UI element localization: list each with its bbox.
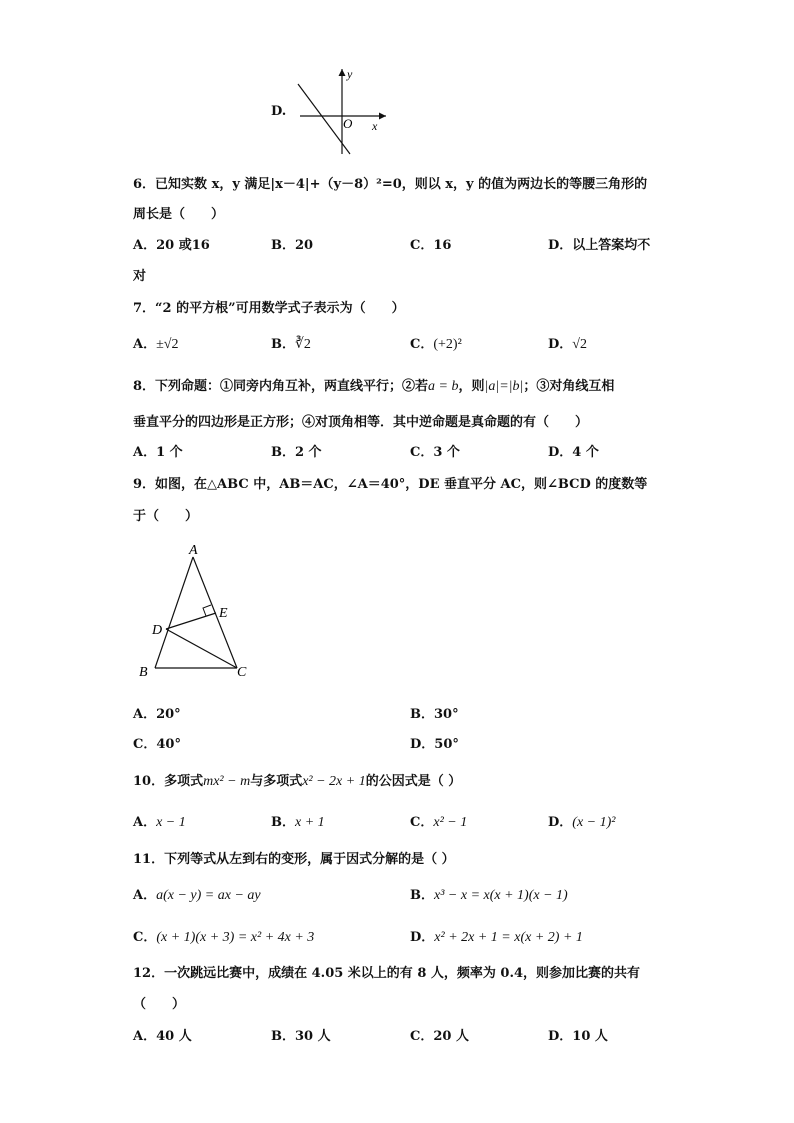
q6-stem-line2: 周长是（ ） (133, 207, 225, 222)
q8-option-c[interactable]: C．3 个 (410, 445, 460, 460)
q7-option-a[interactable]: A．±√2 (133, 337, 179, 352)
q12-option-a[interactable]: A．40 人 (133, 1029, 192, 1044)
q6-option-a[interactable]: A．20 或16 (133, 238, 210, 253)
q10-option-a[interactable]: A．x − 1 (133, 815, 186, 830)
q11-stem: 11．下列等式从左到右的变形，属于因式分解的是（ ） (133, 852, 455, 867)
q7-option-b[interactable]: B．∛2 (271, 337, 311, 352)
q8-option-d[interactable]: D．4 个 (548, 445, 599, 460)
q10-stem: 10．多项式mx² − m与多项式x² − 2x + 1的公因式是（ ） (133, 774, 462, 789)
q5-line-graph (292, 64, 392, 156)
q9-stem-line2: 于（ ） (133, 509, 199, 524)
q11-option-a[interactable]: A．a(x − y) = ax − ay (133, 888, 261, 903)
q11-option-d[interactable]: D．x² + 2x + 1 = x(x + 2) + 1 (410, 930, 583, 945)
q9-stem-line1: 9．如图，在△ABC 中，AB＝AC，∠A＝40°，DE 垂直平分 AC，则∠BCD 的度数等 (133, 477, 648, 492)
q10-option-b[interactable]: B．x + 1 (271, 815, 325, 830)
origin-label: O (343, 116, 353, 131)
point-d-label: D (152, 623, 163, 638)
q9-option-a[interactable]: A．20° (133, 707, 181, 722)
q9-option-b[interactable]: B．30° (410, 707, 459, 722)
q6-option-c[interactable]: C．16 (410, 238, 452, 253)
side-ac (193, 557, 237, 668)
right-angle-mark (203, 605, 211, 616)
q5-option-d-label: D. (271, 104, 287, 119)
vertex-a-label: A (189, 543, 198, 558)
q7-option-c[interactable]: C．(+2)² (410, 337, 462, 352)
q8-option-b[interactable]: B．2 个 (271, 445, 322, 460)
q6-option-d[interactable]: D．以上答案均不 (548, 238, 651, 253)
vertex-b-label: B (139, 665, 148, 680)
q6-stem-line1: 6．已知实数 x，y 满足|x－4|+（y－8）²=0，则以 x，y 的值为两边长的等腰三角形的 (133, 177, 648, 192)
q9-option-c[interactable]: C．40° (133, 737, 181, 752)
q7-option-d[interactable]: D．√2 (548, 337, 587, 352)
q12-option-c[interactable]: C．20 人 (410, 1029, 469, 1044)
vertex-c-label: C (237, 665, 247, 680)
q9-triangle-figure (133, 540, 263, 685)
q11-option-c[interactable]: C．(x + 1)(x + 3) = x² + 4x + 3 (133, 930, 315, 945)
side-ab (155, 557, 193, 668)
q10-option-d[interactable]: D．(x − 1)² (548, 815, 616, 830)
q8-option-a[interactable]: A．1 个 (133, 445, 183, 460)
q9-option-d[interactable]: D．50° (410, 737, 459, 752)
axis-y-label: y (347, 67, 353, 81)
q12-stem-line2: （ ） (133, 997, 186, 1012)
q12-stem-line1: 12．一次跳远比赛中，成绩在 4.05 米以上的有 8 人，频率为 0.4，则参加比赛的共有 (133, 966, 641, 981)
q12-option-d[interactable]: D．10 人 (548, 1029, 608, 1044)
q8-stem-line1: 8．下列命题：①同旁内角互补，两直线平行；②若a = b，则|a|=|b|；③对角线互相 (133, 379, 615, 394)
q10-option-c[interactable]: C．x² − 1 (410, 815, 468, 830)
q7-stem: 7．“2 的平方根”可用数学式子表示为（ ） (133, 301, 405, 316)
point-e-label: E (219, 606, 228, 621)
q6-option-d-cont: 对 (133, 269, 147, 284)
segment-dc (166, 629, 237, 668)
q11-option-b[interactable]: B．x³ − x = x(x + 1)(x − 1) (410, 888, 568, 903)
q8-stem-line2: 垂直平分的四边形是正方形；④对顶角相等．其中逆命题是真命题的有（ ） (133, 415, 589, 430)
q6-option-b[interactable]: B．20 (271, 238, 314, 253)
q12-option-b[interactable]: B．30 人 (271, 1029, 331, 1044)
axis-x-label: x (372, 119, 378, 133)
